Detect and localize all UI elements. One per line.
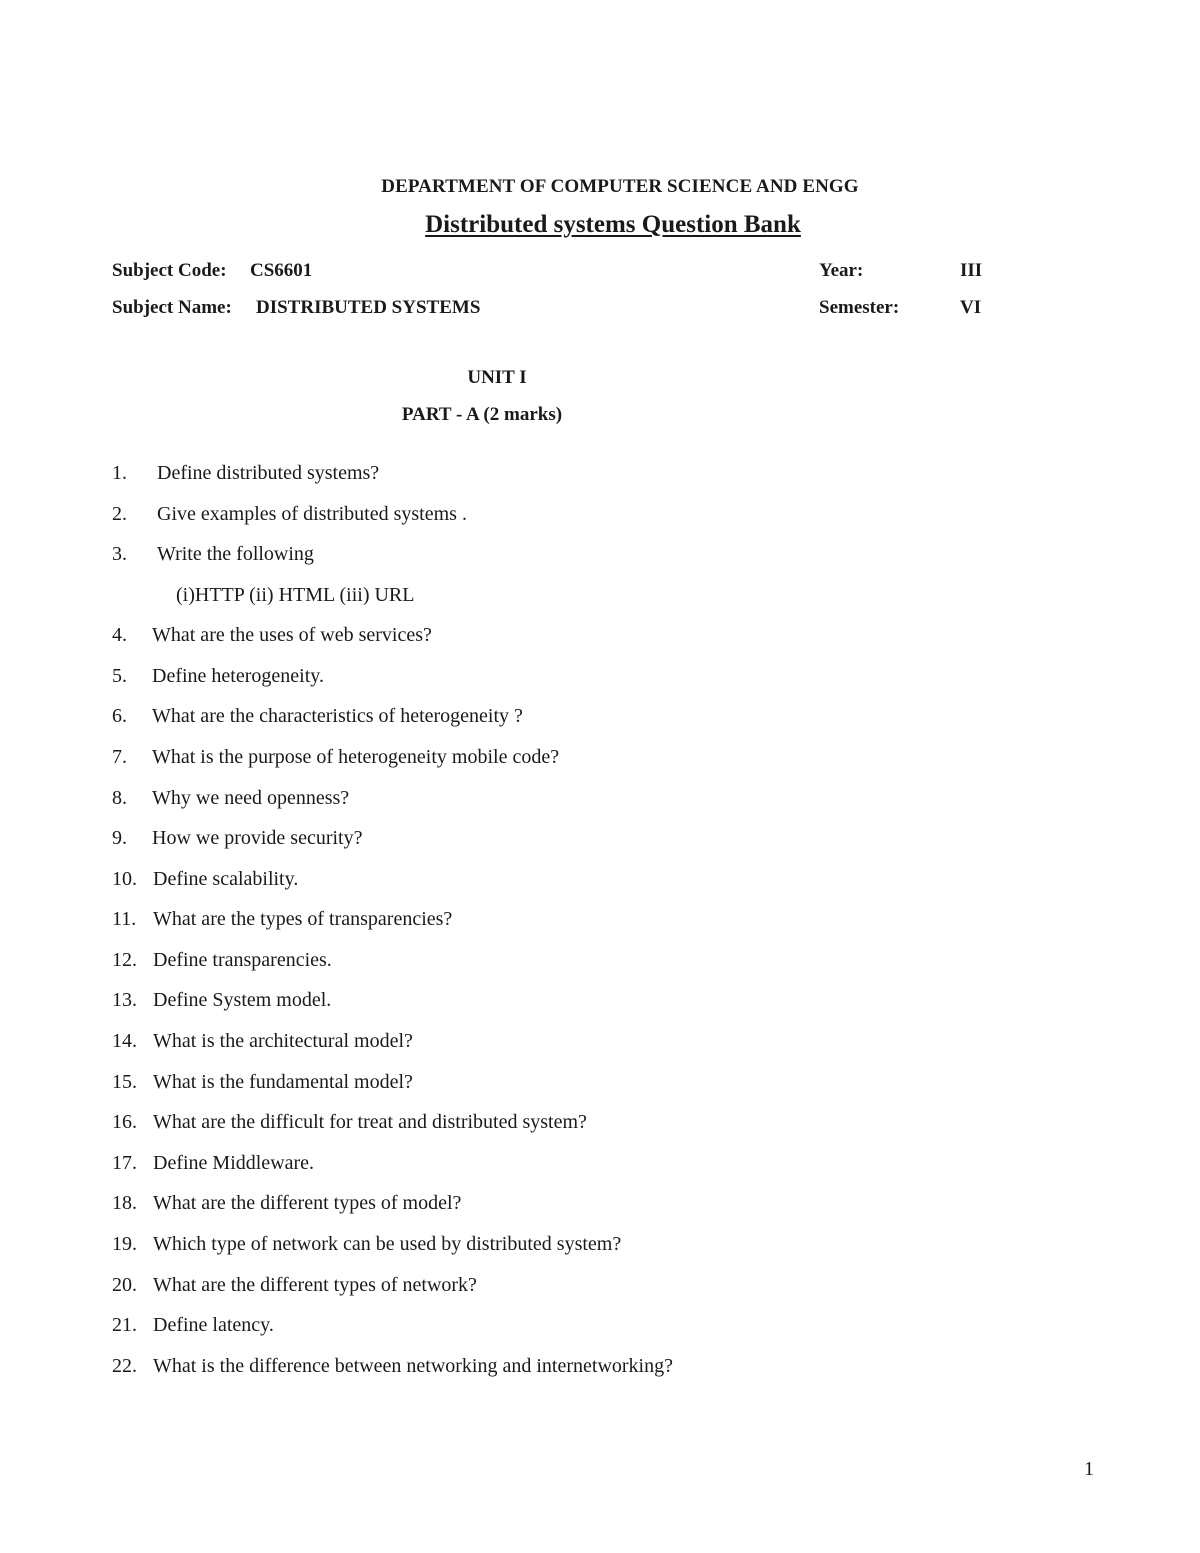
question-number: 9. (112, 827, 127, 849)
question-item (0, 989, 1100, 1019)
question-item (0, 1030, 1100, 1060)
question-item (0, 949, 1100, 979)
question-text: What are the uses of web services? (152, 624, 432, 646)
question-text: (i)HTTP (ii) HTML (iii) URL (176, 584, 415, 606)
question-item (0, 1314, 1100, 1344)
question-text: Why we need openness? (152, 787, 350, 809)
question-number: 15. (112, 1071, 137, 1093)
question-item (0, 868, 1100, 898)
subject-code-value: CS6601 (250, 260, 313, 281)
question-number: 8. (112, 787, 127, 809)
document-title: Distributed systems Question Bank (425, 211, 801, 238)
question-item (0, 1233, 1100, 1263)
question-number: 4. (112, 624, 127, 646)
question-item (0, 665, 1100, 695)
question-number: 2. (112, 503, 127, 525)
question-number: 5. (112, 665, 127, 687)
question-text: What is the purpose of heterogeneity mobile code? (152, 746, 560, 768)
question-number: 22. (112, 1355, 137, 1377)
question-number: 12. (112, 949, 137, 971)
question-item (0, 746, 1100, 776)
question-text: What is the architectural model? (153, 1030, 413, 1052)
question-text: What are the different types of model? (153, 1192, 462, 1214)
question-text: What is the fundamental model? (153, 1071, 413, 1093)
question-item (0, 1111, 1100, 1141)
question-number: 3. (112, 543, 127, 565)
question-text: Define scalability. (153, 868, 299, 890)
question-item (0, 1355, 1100, 1385)
question-number: 10. (112, 868, 137, 890)
question-number: 16. (112, 1111, 137, 1133)
question-item (0, 503, 1100, 533)
question-item (0, 908, 1100, 938)
question-item (0, 705, 1100, 735)
question-text: What are the difficult for treat and distributed system? (153, 1111, 587, 1133)
question-text: Define latency. (153, 1314, 274, 1336)
question-text: Define Middleware. (153, 1152, 315, 1174)
question-text: What are the different types of network? (153, 1274, 477, 1296)
question-item (0, 827, 1100, 857)
question-item (0, 624, 1100, 654)
question-text: Define distributed systems? (157, 462, 380, 484)
question-item (0, 787, 1100, 817)
question-text: Write the following (157, 543, 314, 565)
subject-name-label: Subject Name: (112, 297, 232, 318)
subject-name-value: DISTRIBUTED SYSTEMS (256, 297, 481, 318)
part-heading: PART - A (2 marks) (401, 404, 563, 425)
question-item (0, 462, 1100, 492)
question-number: 11. (112, 908, 137, 930)
question-text: How we provide security? (152, 827, 363, 849)
question-number: 20. (112, 1274, 137, 1296)
question-item (0, 1152, 1100, 1182)
department-heading: DEPARTMENT OF COMPUTER SCIENCE AND ENGG (381, 176, 859, 197)
semester-label: Semester: (819, 297, 900, 318)
question-text: Define heterogeneity. (152, 665, 324, 687)
question-text: What is the difference between networking and internetworking? (153, 1355, 673, 1377)
page-number: 1 (1084, 1458, 1094, 1480)
subject-code-label: Subject Code: (112, 260, 227, 281)
question-number: 1. (112, 462, 127, 484)
question-text: Which type of network can be used by distributed system? (153, 1233, 622, 1255)
question-text: Define transparencies. (153, 949, 332, 971)
question-number: 17. (112, 1152, 137, 1174)
year-value: III (960, 260, 983, 281)
year-label: Year: (819, 260, 864, 281)
question-item (0, 1192, 1100, 1222)
question-text: Give examples of distributed systems . (157, 503, 467, 525)
question-number: 18. (112, 1192, 137, 1214)
question-item (0, 1071, 1100, 1101)
question-number: 14. (112, 1030, 137, 1052)
question-text: Define System model. (153, 989, 332, 1011)
question-text: What are the types of transparencies? (153, 908, 453, 930)
question-number: 19. (112, 1233, 137, 1255)
question-number: 6. (112, 705, 127, 727)
semester-value: VI (960, 297, 982, 318)
question-item (0, 543, 1100, 573)
question-item (0, 1274, 1100, 1304)
question-text: What are the characteristics of heterogeneity ? (152, 705, 523, 727)
question-number: 7. (112, 746, 127, 768)
question-number: 13. (112, 989, 137, 1011)
question-number: 21. (112, 1314, 137, 1336)
unit-heading: UNIT I (467, 367, 527, 388)
question-subitem (0, 584, 1100, 614)
